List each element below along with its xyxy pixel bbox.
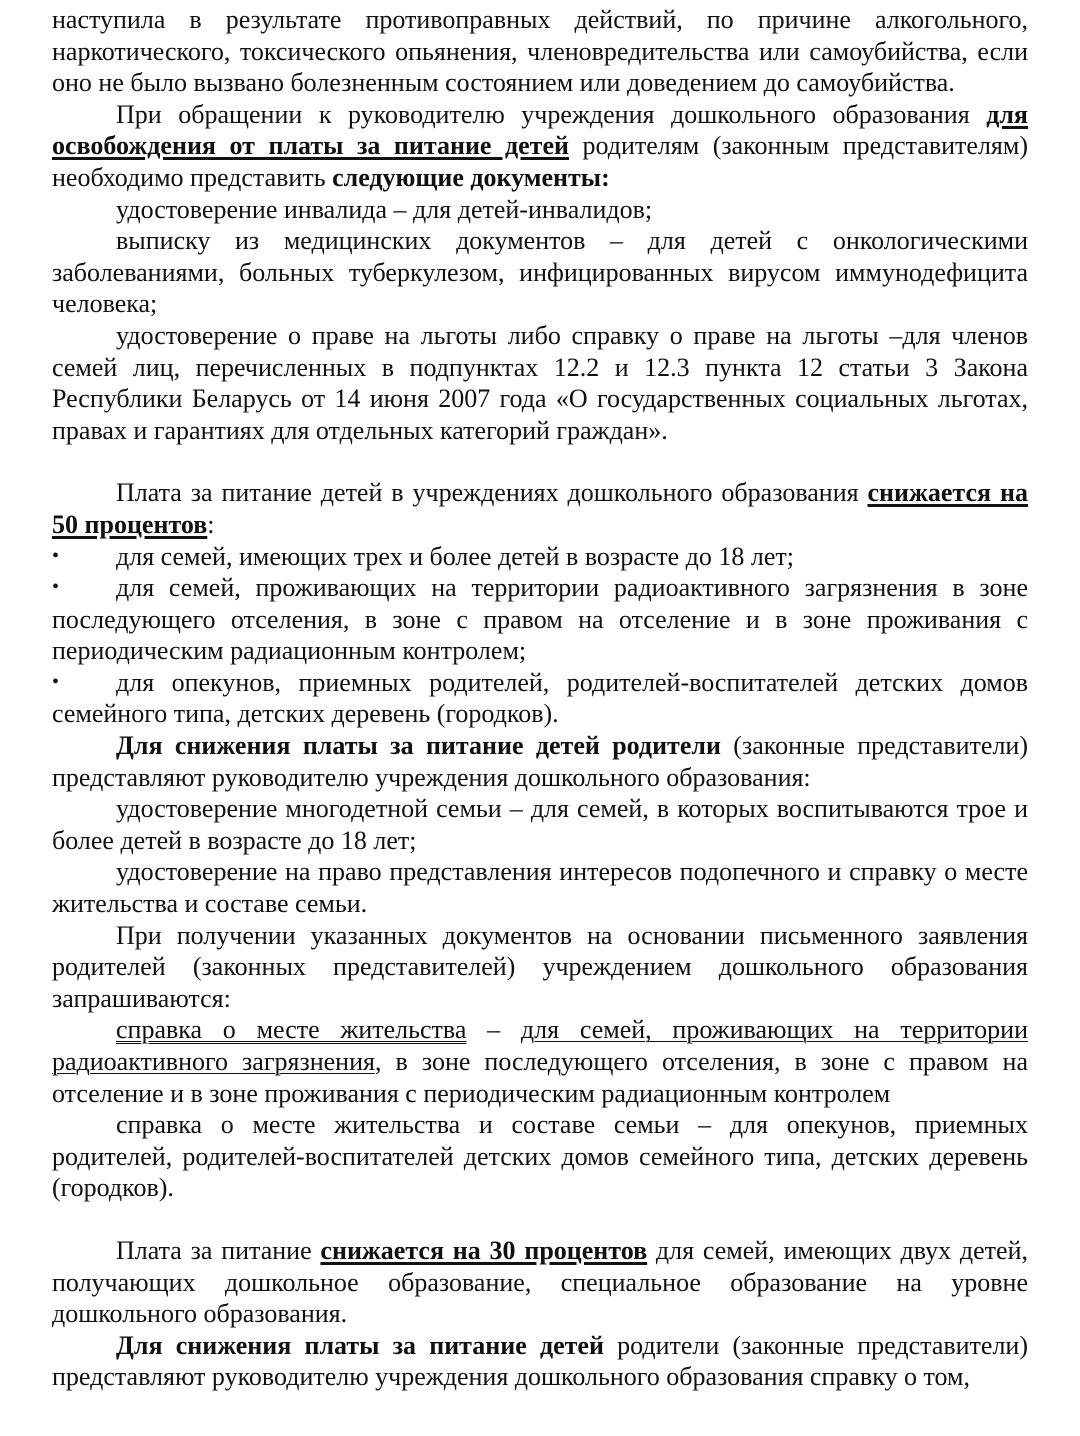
reduction-50-docs-emphasis: Для снижения платы за питание детей родители bbox=[116, 731, 721, 761]
reduction-30-text: Плата за питание bbox=[116, 1235, 321, 1265]
reduction-50-text: Плата за питание детей в учреждениях дошкольного образования bbox=[116, 478, 868, 508]
paragraph-gap bbox=[52, 446, 1028, 477]
bullet-list-item bbox=[52, 667, 1028, 730]
paragraph-reduction-30 bbox=[52, 1235, 1028, 1330]
reduction-doc-item: удостоверение на право представления интересов подопечного и справку о месте жительства и составе семьи. bbox=[52, 857, 1028, 919]
requested-dash: – bbox=[466, 1015, 521, 1045]
bullet-text: для семей, имеющих трех и более детей в возрасте до 18 лет; bbox=[116, 541, 795, 571]
reduction-30-docs-text: родители (законные представители) представляют руководителю учреждения дошкольного образования справку о том, bbox=[52, 1330, 1028, 1392]
bullet-icon: • bbox=[52, 544, 60, 567]
exemption-doc-item: удостоверение инвалида – для детей-инвалидов; bbox=[116, 194, 653, 224]
bullet-icon: • bbox=[52, 576, 60, 599]
paragraph-reduction-50-documents bbox=[52, 730, 1028, 793]
bullet-text: для опекунов, приемных родителей, родителей-воспитателей детских домов семейного типа, детских деревень (городков). bbox=[52, 667, 1028, 729]
requested-doc-item bbox=[52, 1014, 1028, 1109]
paragraph-gap bbox=[52, 1204, 1028, 1235]
reduction-50-emphasis: снижается на 50 процентов bbox=[52, 478, 1028, 539]
reduction-50-colon: : bbox=[207, 509, 215, 539]
radioactive-zone-emphasis: для семей, проживающих на территории радиоактивного загрязнения bbox=[52, 1015, 1029, 1076]
paragraph-requested-documents: При получении указанных документов на основании письменного заявления родителей (законных представителей) учреждением дошкольного образования запрашиваются: bbox=[52, 920, 1028, 1013]
bullet-list-item bbox=[52, 541, 1028, 573]
bullet-icon: • bbox=[52, 670, 60, 693]
requested-doc-item: справка о месте жительства и составе семьи – для опекунов, приемных родителей, родителей-воспитателей детских домов семейного типа, детских деревень (городков). bbox=[52, 1110, 1028, 1203]
exemption-intro-mid: родителям (законным представителям) необходимо представить bbox=[52, 131, 1028, 192]
paragraph-reduction-30-documents bbox=[52, 1330, 1028, 1393]
paragraph-continuation: наступила в результате противоправных действий, по причине алкогольного, наркотического, токсического опьянения, членовредительства или самоубийства, если оно не было вызвано болезненным состоянием или доведением до самоубийства. bbox=[52, 5, 1028, 98]
bullet-text: для семей, проживающих на территории радиоактивного загрязнения в зоне последующего отселения, в зоне с правом на отселение и в зоне проживания с периодическим радиационным контролем; bbox=[52, 573, 1028, 666]
paragraph-reduction-50 bbox=[52, 477, 1028, 540]
exemption-doc-item: выписку из медицинских документов – для детей с онкологическими заболеваниями, больных туберкулезом, инфицированных вирусом иммунодефицита человека; bbox=[52, 226, 1028, 319]
reduction-50-docs-text: (законные представители) представляют руководителю учреждения дошкольного образования: bbox=[52, 731, 1029, 792]
reduction-30-docs-emphasis: Для снижения платы за питание детей bbox=[116, 1330, 604, 1360]
exemption-emphasis: для освобождения от платы за питание детей bbox=[52, 99, 1028, 161]
reduction-doc-item: удостоверение многодетной семьи – для семей, в которых воспитываются трое и более детей в возрасте до 18 лет; bbox=[52, 794, 1028, 855]
reduction-30-emphasis: снижается на 30 процентов bbox=[320, 1235, 648, 1265]
residence-certificate-emphasis: справка о месте жительства bbox=[116, 1015, 467, 1045]
exemption-intro-text: При обращении к руководителю учреждения дошкольного образования bbox=[116, 99, 987, 129]
required-documents-heading: следующие документы: bbox=[332, 162, 610, 192]
requested-doc-text: , в зоне последующего отселения, в зоне с правом на отселение и в зоне проживания с периодическим радиационным контролем bbox=[52, 1047, 1028, 1108]
paragraph-exemption-intro bbox=[52, 99, 1028, 194]
exemption-doc-item: удостоверение о праве на льготы либо справку о праве на льготы –для членов семей лиц, перечисленных в подпунктах 12.2 и 12.3 пункта 12 статьи 3 Закона Республики Беларусь от 14 июня 2007 года «О государственных социальных льготах, правах и гарантиях для отдельных категорий граждан». bbox=[52, 320, 1028, 445]
bullet-list-item bbox=[52, 572, 1028, 667]
reduction-30-rest: для семей, имеющих двух детей, получающих дошкольное образование, специальное образование на уровне дошкольного образования. bbox=[52, 1235, 1028, 1329]
